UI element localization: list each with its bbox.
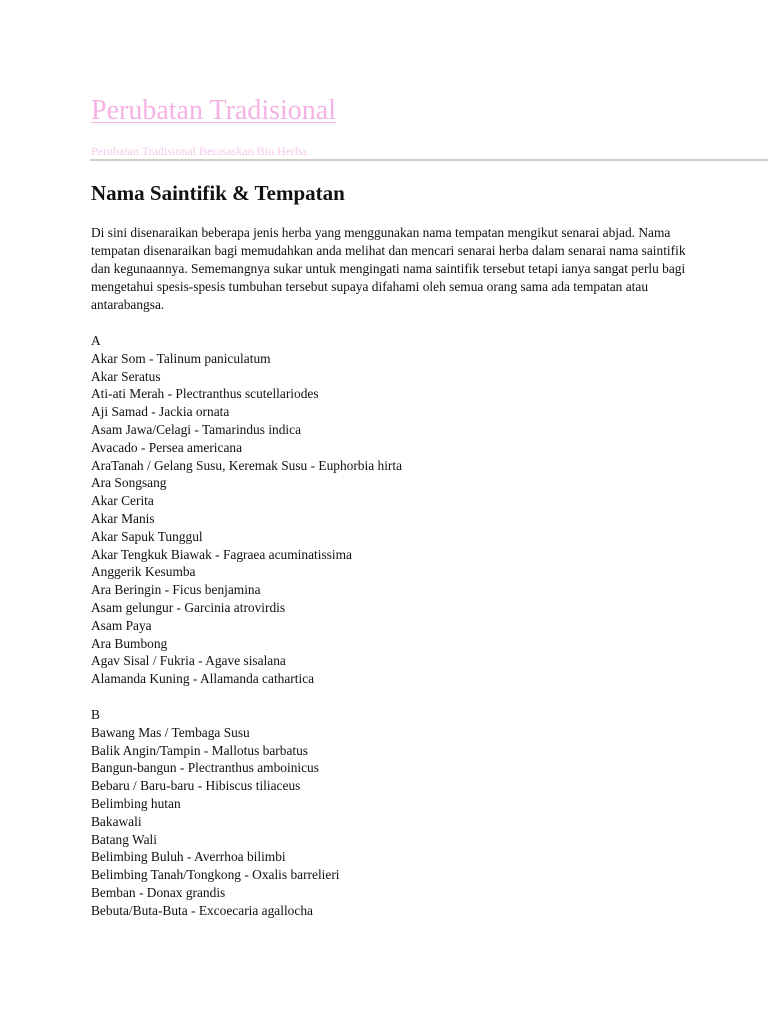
herb-entry: Bebuta/Buta-Buta - Excoecaria agallocha: [91, 902, 313, 918]
herb-entry: Akar Tengkuk Biawak - Fagraea acuminatissima: [91, 546, 352, 562]
header-divider: [90, 159, 768, 161]
herb-entry: Akar Cerita: [91, 493, 154, 509]
herb-entry: Ara Beringin - Ficus benjamina: [91, 582, 261, 598]
site-description: Perubatan Tradisional Berasaskan Bio Herba: [91, 144, 307, 158]
herb-entry: Asam Paya: [91, 617, 152, 633]
herb-entry: Alamanda Kuning - Allamanda cathartica: [91, 671, 315, 687]
herb-entry: Bemban - Donax grandis: [91, 884, 226, 900]
herb-entry: Asam gelungur - Garcinia atrovirdis: [91, 599, 286, 615]
herb-entry: Balik Angin/Tampin - Mallotus barbatus: [91, 742, 309, 758]
herb-entry: Ati-ati Merah - Plectranthus scutellariodes: [91, 386, 319, 402]
herb-entry: Anggerik Kesumba: [91, 564, 196, 580]
herb-entry: Asam Jawa/Celagi - Tamarindus indica: [91, 421, 302, 437]
herb-entry: Akar Sapuk Tunggul: [91, 528, 203, 544]
herb-entry: Aji Samad - Jackia ornata: [91, 404, 230, 420]
herb-entry: Belimbing Buluh - Averrhoa bilimbi: [91, 849, 286, 865]
herb-entry: Belimbing hutan: [91, 795, 181, 811]
herb-entry: Bakawali: [91, 813, 142, 829]
herb-entry: Akar Seratus: [91, 368, 161, 384]
herb-entry: Bebaru / Baru-baru - Hibiscus tiliaceus: [91, 778, 301, 794]
herb-entry: Avacado - Persea americana: [91, 439, 243, 455]
post-title: Nama Saintifik & Tempatan: [91, 181, 345, 205]
herb-entry: AraTanah / Gelang Susu, Keremak Susu - Euphorbia hirta: [91, 457, 403, 473]
herb-entry: Batang Wali: [91, 831, 157, 847]
herb-entry: Akar Som - Talinum paniculatum: [91, 350, 271, 366]
herb-entry: Belimbing Tanah/Tongkong - Oxalis barrelieri: [91, 867, 340, 883]
site-title-link[interactable]: Perubatan Tradisional: [91, 95, 336, 126]
herb-entry: Akar Manis: [91, 510, 155, 526]
herb-entry: Bangun-bangun - Plectranthus amboinicus: [91, 760, 319, 776]
herb-entry: Bawang Mas / Tembaga Susu: [91, 724, 250, 740]
herb-section-a: [91, 332, 402, 688]
section-letter-heading: A: [91, 333, 101, 348]
herb-entry: Ara Bumbong: [91, 635, 168, 651]
herb-entry: Agav Sisal / Fukria - Agave sisalana: [91, 653, 286, 669]
herb-entry: Ara Songsang: [91, 475, 167, 491]
section-letter-heading: B: [91, 707, 100, 722]
post-intro-paragraph: Di sini disenaraikan beberapa jenis herba yang menggunakan nama tempatan mengikut senarai abjad. Nama tempatan disenaraikan bagi memudahkan anda melihat dan mencari senarai herba dalam senarai nama saintifik dan kegunaannya. Sememangnya sukar untuk mengingati nama saintifik tersebut tetapi ianya sangat perlu bagi mengetahui spesis-spesis tumbuhan tersebut supaya difahami oleh semua orang sama ada tempatan atau antarabangsa.: [91, 225, 686, 312]
herb-section-b: [91, 706, 340, 920]
